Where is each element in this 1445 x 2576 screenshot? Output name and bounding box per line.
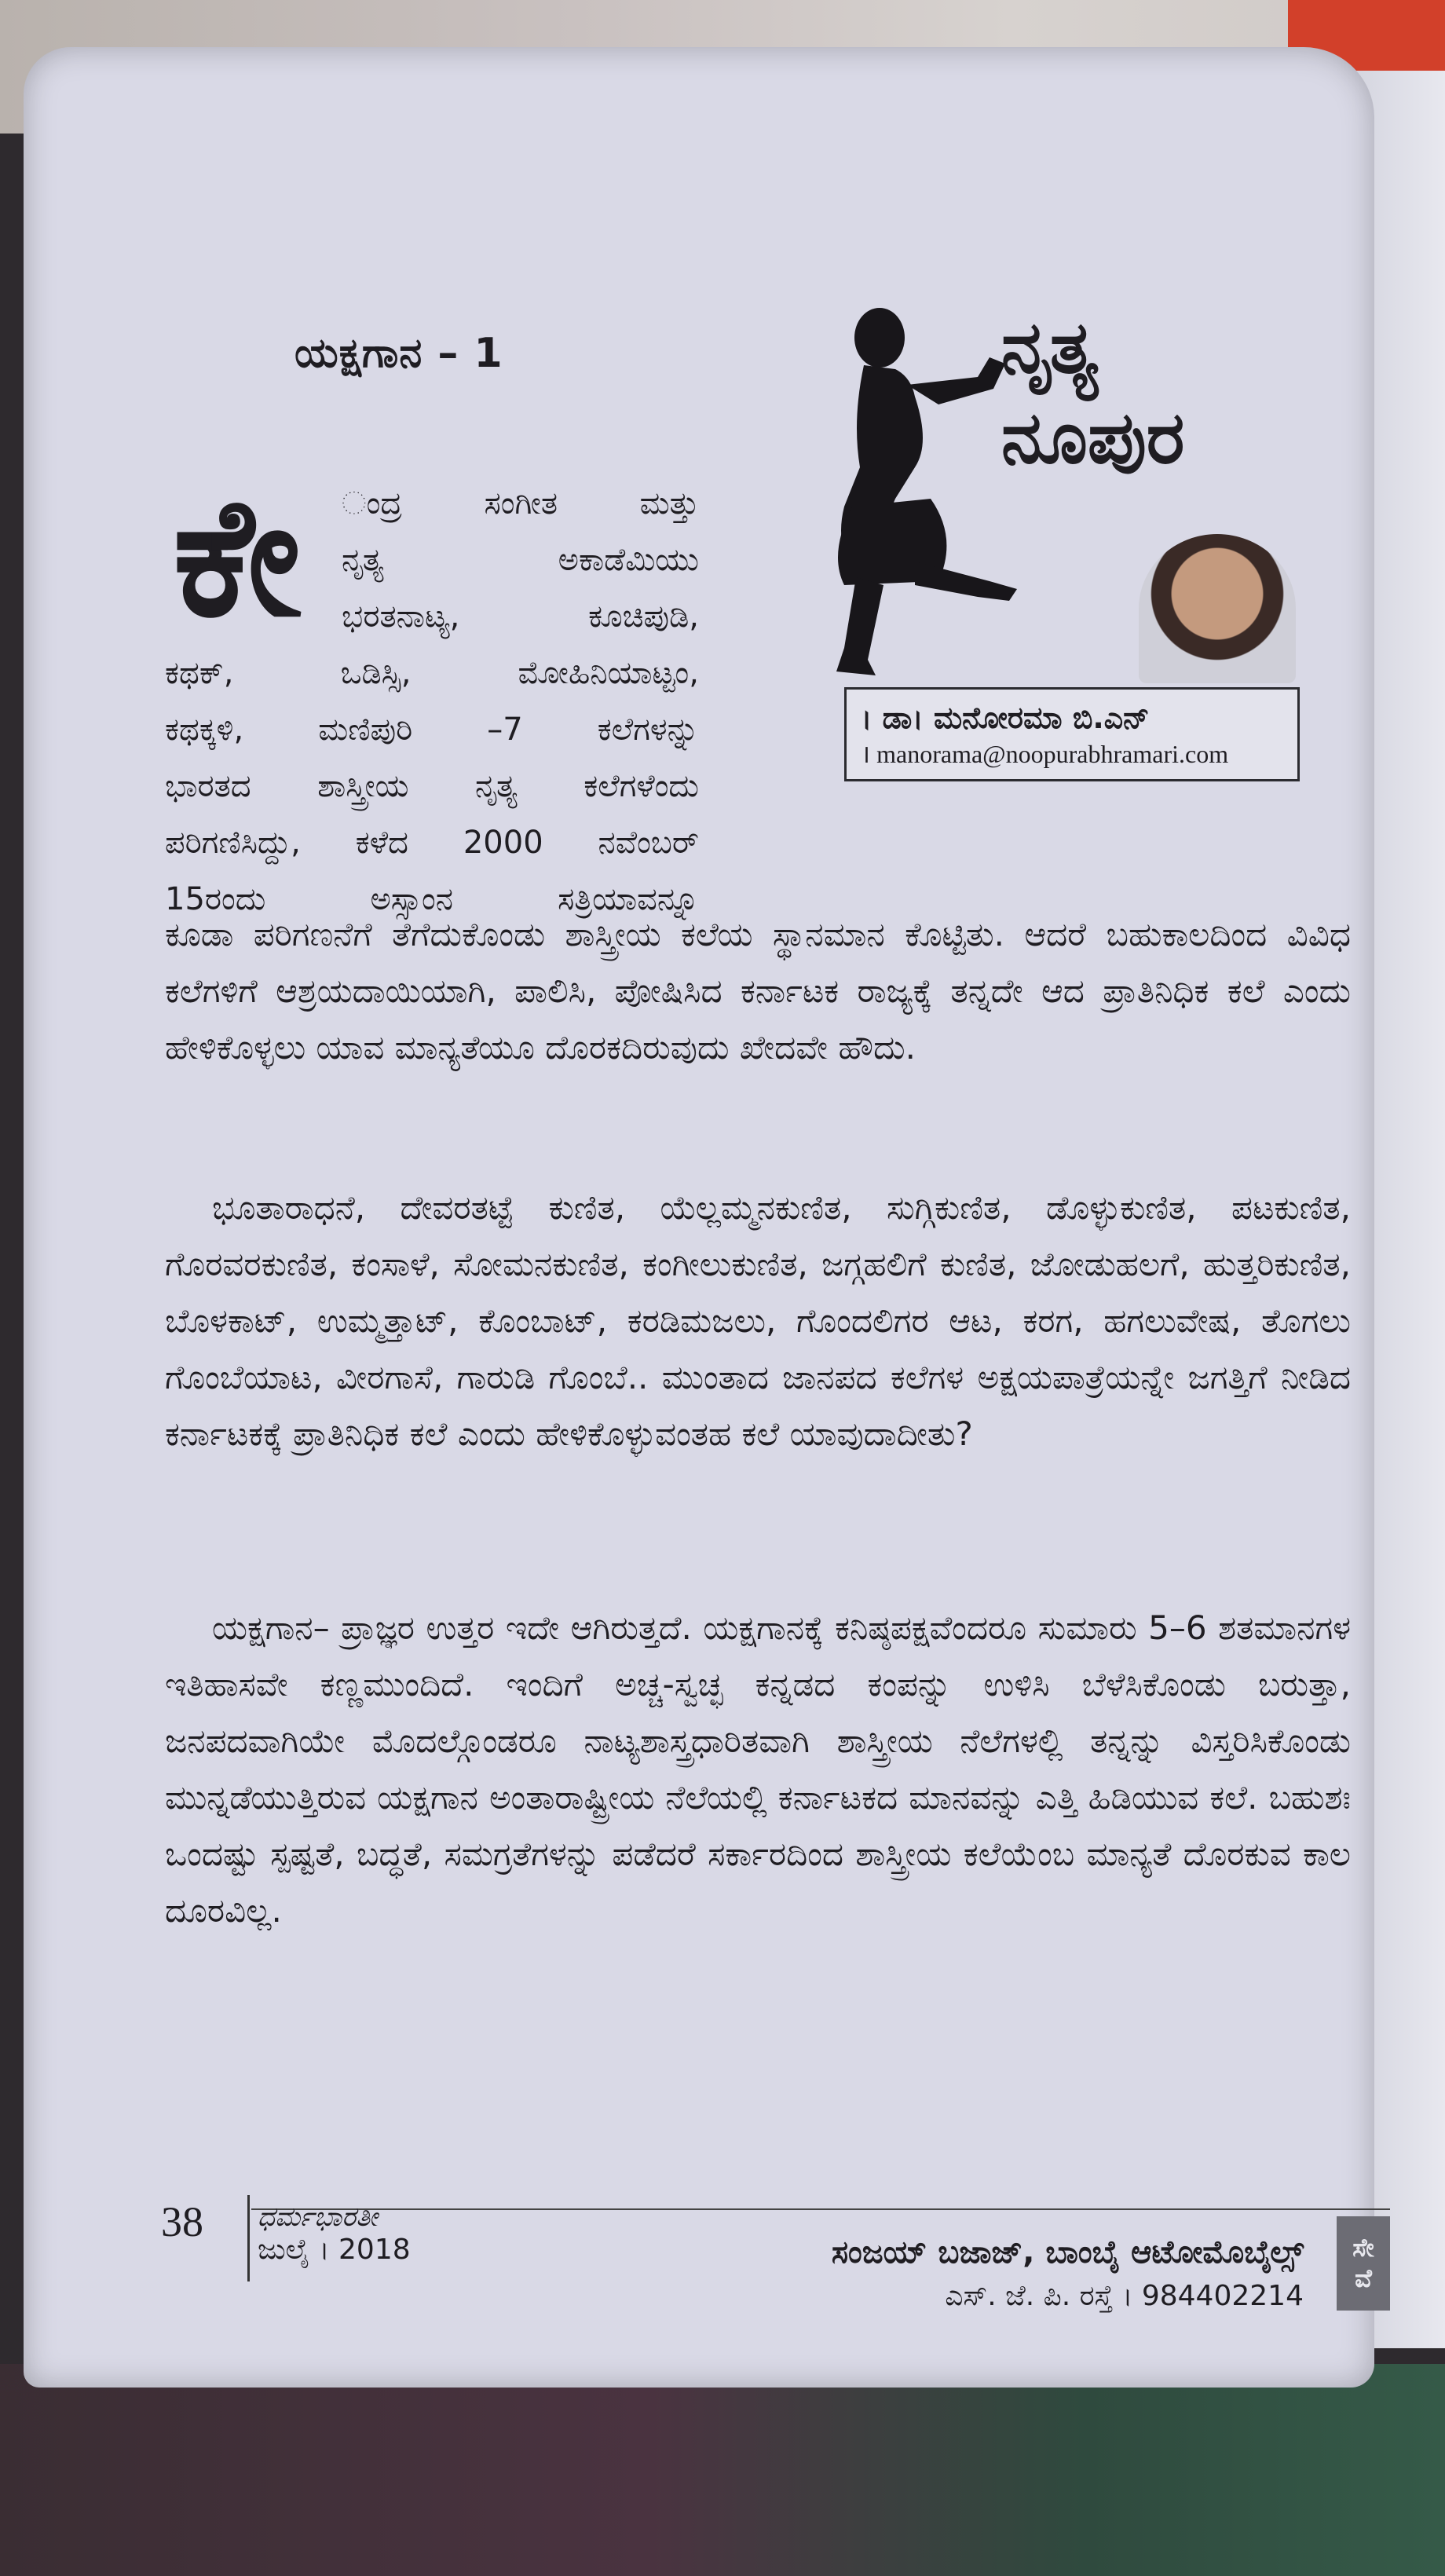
issue-date: ಜುಲೈ । 2018: [258, 2234, 411, 2266]
column-title-line1: ನೃತ್ಯ: [1001, 306, 1099, 390]
intro-column: [165, 475, 699, 928]
badge-bottom: ವೆ: [1355, 2263, 1372, 2293]
footer-divider: [247, 2195, 250, 2281]
footer-rule: [251, 2208, 1390, 2210]
intro-line: ಕಥಕ್, ಒಡಿಸ್ಸಿ, ಮೋಹಿನಿಯಾಟ್ಟಂ,: [165, 655, 699, 691]
page-number: 38: [161, 2198, 203, 2245]
intro-line: ಂದ್ರ ಸಂಗೀತ ಮತ್ತು: [342, 485, 699, 521]
author-email: । manorama@noopurabhramari.com: [861, 740, 1229, 768]
column-title-line2: ನೂಪುರ: [1001, 396, 1185, 480]
intro-line: ಕಥಕ್ಕಳಿ, ಮಣಿಪುರಿ –7 ಕಲೆಗಳನ್ನು: [165, 712, 699, 748]
paragraph-2: ಭೂತಾರಾಧನೆ, ದೇವರತಟ್ಟೆ ಕುಣಿತ, ಯೆಲ್ಲಮ್ಮನಕುಣಿತ, ಸುಗ್ಗಿಕುಣಿತ, ಡೊಳ್ಳುಕುಣಿತ, ಪಟಕುಣಿತ, ಗೊರವರಕುಣಿತ, ಕಂಸಾಳೆ, ಸೋಮನಕುಣಿತ, ಕಂಗೀಲುಕುಣಿತ, ಜಗ್ಗಹಲಿಗೆ ಕುಣಿತ, ಜೋಡುಹಲಗೆ, ಹುತ್ತರಿಕುಣಿತ, ಬೊಳಕಾಟ್, ಉಮ್ಮತ್ತಾಟ್, ಕೊಂಬಾಟ್, ಕರಡಿಮಜಲು, ಗೊಂದಲಿಗರ ಆಟ, ಕರಗ, ಹಗಲುವೇಷ, ತೊಗಲು ಗೊಂಬೆಯಾಟ, ವೀರಗಾಸೆ, ಗಾರುಡಿ ಗೊಂಬೆ.. ಮುಂತಾದ ಜಾನಪದ ಕಲೆಗಳ ಅಕ್ಷಯಪಾತ್ರೆಯನ್ನೇ ಜಗತ್ತಿಗೆ ನೀಡಿದ ಕರ್ನಾಟಕಕ್ಕೆ ಪ್ರಾತಿನಿಧಿಕ ಕಲೆ ಎಂದು ಹೇಳಿಕೊಳ್ಳುವಂತಹ ಕಲೆ ಯಾವುದಾದೀತು?: [165, 1188, 1351, 1453]
magazine-name: ಧರ್ಮಭಾರತೀ: [258, 2201, 378, 2233]
badge-top: ಸೇ: [1352, 2233, 1374, 2263]
intro-line: ಭಾರತದ ಶಾಸ್ತ್ರೀಯ ನೃತ್ಯ ಕಲೆಗಳೆಂದು: [165, 768, 699, 804]
column-title: [1001, 302, 1300, 483]
sponsor-name: ಸಂಜಯ್ ಬಜಾಜ್, ಬಾಂಬೈ ಆಟೋಮೊಬೈಲ್ಸ್: [831, 2234, 1304, 2270]
paragraph-3: ಯಕ್ಷಗಾನ– ಪ್ರಾಜ್ಞರ ಉತ್ತರ ಇದೇ ಆಗಿರುತ್ತದೆ. ಯಕ್ಷಗಾನಕ್ಕೆ ಕನಿಷ್ಠಪಕ್ಷವೆಂದರೂ ಸುಮಾರು 5–6 ಶತಮಾನಗಳ ಇತಿಹಾಸವೇ ಕಣ್ಣಮುಂದಿದೆ. ಇಂದಿಗೆ ಅಚ್ಚ-ಸ್ವಚ್ಛ ಕನ್ನಡದ ಕಂಪನ್ನು ಉಳಿಸಿ ಬೆಳೆಸಿಕೊಂಡು ಬರುತ್ತಾ, ಜನಪದವಾಗಿಯೇ ಮೊದಲ್ಗೊಂಡರೂ ನಾಟ್ಯಶಾಸ್ತ್ರಧಾರಿತವಾಗಿ ಶಾಸ್ತ್ರೀಯ ನೆಲೆಗಳಲ್ಲಿ ತನ್ನನ್ನು ವಿಸ್ತರಿಸಿಕೊಂಡು ಮುನ್ನಡೆಯುತ್ತಿರುವ ಯಕ್ಷಗಾನ ಅಂತಾರಾಷ್ಟ್ರೀಯ ನೆಲೆಯಲ್ಲಿ ಕರ್ನಾಟಕದ ಮಾನವನ್ನು ಎತ್ತಿ ಹಿಡಿಯುವ ಕಲೆ. ಬಹುಶಃ ಒಂದಷ್ಟು ಸ್ಪಷ್ಟತೆ, ಬದ್ಧತೆ, ಸಮಗ್ರತೆಗಳನ್ನು ಪಡೆದರೆ ಸರ್ಕಾರದಿಂದ ಶಾಸ್ತ್ರೀಯ ಕಲೆಯೆಂಬ ಮಾನ್ಯತೆ ದೊರಕುವ ಕಾಲ ದೂರವಿಲ್ಲ.: [165, 1608, 1351, 1930]
seve-badge: [1337, 2216, 1390, 2311]
paragraph-1: ಕೂಡಾ ಪರಿಗಣನೆಗೆ ತೆಗೆದುಕೊಂಡು ಶಾಸ್ತ್ರೀಯ ಕಲೆಯ ಸ್ಥಾನಮಾನ ಕೊಟ್ಟಿತು. ಆದರೆ ಬಹುಕಾಲದಿಂದ ವಿವಿಧ ಕಲೆಗಳಿಗೆ ಆಶ್ರಯದಾಯಿಯಾಗಿ, ಪಾಲಿಸಿ, ಪೋಷಿಸಿದ ಕರ್ನಾಟಕ ರಾಜ್ಯಕ್ಕೆ ತನ್ನದೇ ಆದ ಪ್ರಾತಿನಿಧಿಕ ಕಲೆ ಎಂದು ಹೇಳಿಕೊಳ್ಳಲು ಯಾವ ಮಾನ್ಯತೆಯೂ ದೊರಕದಿರುವುದು ಖೇದವೇ ಹೌದು.: [165, 915, 1351, 1067]
sponsor-address: ಎಸ್. ಜೆ. ಪಿ. ರಸ್ತೆ । 984402214: [945, 2280, 1304, 2312]
intro-line: ಪರಿಗಣಿಸಿದ್ದು, ಕಳೆದ 2000 ನವೆಂಬರ್: [165, 825, 699, 861]
intro-line: 15ರಂದು ಅಸ್ಸಾಂನ ಸತ್ರಿಯಾವನ್ನೂ: [165, 881, 699, 917]
magazine-page: [24, 47, 1374, 2388]
background-table: [0, 2364, 1445, 2576]
author-name: । ಡಾ। ಮನೋರಮಾ ಬಿ.ಎನ್: [861, 701, 1150, 735]
drop-cap: ಕೇ: [173, 461, 302, 653]
intro-line: ಭರತನಾಟ್ಯ, ಕೂಚಿಪುಡಿ,: [342, 598, 699, 635]
intro-line: ನೃತ್ಯ ಅಕಾಡೆಮಿಯು: [342, 542, 699, 578]
section-title: ಯಕ್ಷಗಾನ – 1: [294, 330, 503, 377]
author-byline: [844, 687, 1300, 781]
author-photo: [1139, 534, 1296, 683]
